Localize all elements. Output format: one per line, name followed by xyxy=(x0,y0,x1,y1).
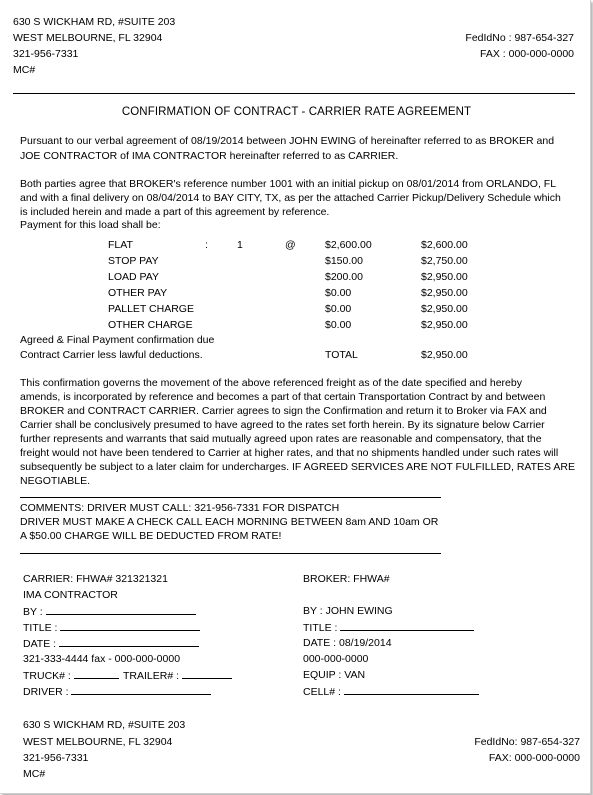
agreed-payment-line1: Agreed & Final Payment confirmation due xyxy=(20,334,215,346)
footer-phone: 321-956-7331 xyxy=(23,752,89,764)
carrier-title-field[interactable] xyxy=(23,620,200,635)
comments-line1: COMMENTS: DRIVER MUST CALL: 321-956-7331 FOR DISPATCH xyxy=(20,502,340,514)
carrier-date-line[interactable] xyxy=(59,636,199,647)
payment-amount: $0.00 xyxy=(325,287,352,299)
footer-mc: MC# xyxy=(23,768,46,780)
broker-cell-line[interactable] xyxy=(344,684,479,695)
payment-amount: $2,600.00 xyxy=(325,239,372,251)
payment-running-total: $2,950.00 xyxy=(421,271,468,283)
carrier-title-label: TITLE : xyxy=(23,622,58,634)
carrier-by-field[interactable] xyxy=(23,604,196,619)
broker-title-line[interactable] xyxy=(340,620,474,631)
broker-fhwa: BROKER: FHWA# xyxy=(303,573,390,585)
carrier-date-label: DATE : xyxy=(23,638,57,650)
payment-amount: $200.00 xyxy=(325,271,363,283)
payment-label: LOAD PAY xyxy=(108,271,159,283)
agreement-line4: Payment for this load shall be: xyxy=(20,219,161,231)
carrier-trailer-label: TRAILER# : xyxy=(123,670,180,682)
payment-amount: $0.00 xyxy=(325,303,352,315)
governs-line: BROKER and CONTRACT CARRIER. Carrier agrees to sign the Confirmation and return it to Broker via FAX and xyxy=(20,405,547,417)
header-address-line1: 630 S WICKHAM RD, #SUITE 203 xyxy=(13,16,176,28)
payment-amount: $0.00 xyxy=(325,319,352,331)
payment-flat-at-sign: @ xyxy=(285,239,296,251)
payment-running-total: $2,950.00 xyxy=(421,319,468,331)
intro-line2: JOE CONTRACTOR of IMA CONTRACTOR hereinafter referred to as CARRIER. xyxy=(20,150,399,162)
payment-label: OTHER CHARGE xyxy=(108,319,193,331)
payment-running-total: $2,950.00 xyxy=(421,303,468,315)
agreement-line3: is included herein and made a part of this agreement by reference. xyxy=(20,206,330,218)
broker-phone: 000-000-0000 xyxy=(303,653,369,665)
carrier-trailer-line[interactable] xyxy=(182,668,232,679)
header-fax: FAX : 000-000-0000 xyxy=(480,48,574,60)
footer-fax: FAX: 000-000-0000 xyxy=(488,752,580,764)
footer-fedid: FedIdNo: 987-654-327 xyxy=(474,736,580,748)
header-divider xyxy=(13,93,575,94)
payment-flat-quantity: 1 xyxy=(237,239,243,251)
payment-label: PALLET CHARGE xyxy=(108,303,194,315)
payment-running-total: $2,750.00 xyxy=(421,255,468,267)
governs-line: NEGOTIABLE. xyxy=(20,475,91,487)
payment-running-total: $2,600.00 xyxy=(421,239,468,251)
total-value: $2,950.00 xyxy=(421,349,468,361)
broker-title-label: TITLE : xyxy=(303,622,338,634)
governs-line: This confirmation governs the movement of the above referenced freight as of the date specified and hereby xyxy=(20,377,522,389)
broker-equip: EQUIP : VAN xyxy=(303,669,366,681)
total-label: TOTAL xyxy=(325,349,358,361)
broker-date: DATE : 08/19/2014 xyxy=(303,637,392,649)
agreement-line1: Both parties agree that BROKER's reference number 1001 with an initial pickup on 08/01/2014 from ORLANDO, FL xyxy=(20,178,557,190)
payment-label: STOP PAY xyxy=(108,255,159,267)
header-fedid: FedIdNo : 987-654-327 xyxy=(465,32,574,44)
header-phone: 321-956-7331 xyxy=(13,48,79,60)
governs-line: amends, is incorporated by reference and becomes a part of that certain Transportation Contract by and between xyxy=(20,391,546,403)
comments-divider-bottom xyxy=(20,553,441,554)
header-address-line2: WEST MELBOURNE, FL 32904 xyxy=(13,32,163,44)
carrier-truck-line[interactable] xyxy=(74,668,119,679)
agreement-line2: and with a final delivery on 08/04/2014 to BAY CITY, TX, as per the attached Carrier Pickup/Delivery Schedule which xyxy=(20,192,561,204)
broker-cell-label: CELL# : xyxy=(303,686,341,698)
payment-running-total: $2,950.00 xyxy=(421,287,468,299)
payment-flat-colon: : xyxy=(205,239,208,251)
broker-title-field[interactable] xyxy=(303,620,474,635)
comments-line2: DRIVER MUST MAKE A CHECK CALL EACH MORNING BETWEEN 8am AND 10am OR xyxy=(20,516,439,528)
comments-line3: A $50.00 CHARGE WILL BE DEDUCTED FROM RATE! xyxy=(20,530,282,542)
carrier-name: IMA CONTRACTOR xyxy=(23,589,118,601)
governs-line: further represents and warrants that said mutually agreed upon rates are reasonable and compensatory, that the xyxy=(20,433,542,445)
broker-by: BY : JOHN EWING xyxy=(303,605,393,617)
footer-address-line1: 630 S WICKHAM RD, #SUITE 203 xyxy=(23,719,186,731)
governs-line: freight would not have been tendered to Carrier at higher rates, and that no shipments handled under such rates will xyxy=(20,447,559,459)
header-mc: MC# xyxy=(13,64,36,76)
carrier-driver-field[interactable] xyxy=(23,684,211,699)
payment-amount: $150.00 xyxy=(325,255,363,267)
footer-address-line2: WEST MELBOURNE, FL 32904 xyxy=(23,736,173,748)
carrier-trailer-field[interactable] xyxy=(123,668,232,683)
agreed-payment-line2: Contract Carrier less lawful deductions. xyxy=(20,349,203,361)
carrier-by-label: BY : xyxy=(23,606,43,618)
carrier-title-line[interactable] xyxy=(60,620,200,631)
carrier-truck-field[interactable] xyxy=(23,668,119,683)
carrier-phone-fax: 321-333-4444 fax - 000-000-0000 xyxy=(23,653,181,665)
governs-line: Carrier shall be conclusively presumed to have agreed to the rates set forth herein. By its signature below Carrier xyxy=(20,419,545,431)
carrier-fhwa: CARRIER: FHWA# 321321321 xyxy=(23,573,168,585)
governs-line: subsequently be subject to a later claim for undercharges. IF AGREED SERVICES ARE NOT FULFILLED, RATES ARE xyxy=(20,461,575,473)
comments-divider-top xyxy=(20,497,441,498)
carrier-truck-label: TRUCK# : xyxy=(23,670,71,682)
carrier-by-line[interactable] xyxy=(46,604,196,615)
carrier-driver-line[interactable] xyxy=(71,684,211,695)
payment-label: OTHER PAY xyxy=(108,287,168,299)
document-title: CONFIRMATION OF CONTRACT - CARRIER RATE AGREEMENT xyxy=(121,106,472,118)
intro-line1: Pursuant to our verbal agreement of 08/19/2014 between JOHN EWING of hereinafter referred to as BROKER and xyxy=(20,135,555,147)
carrier-driver-label: DRIVER : xyxy=(23,686,69,698)
broker-cell-field[interactable] xyxy=(303,684,479,699)
carrier-date-field[interactable] xyxy=(23,636,199,651)
payment-label: FLAT xyxy=(108,239,133,251)
